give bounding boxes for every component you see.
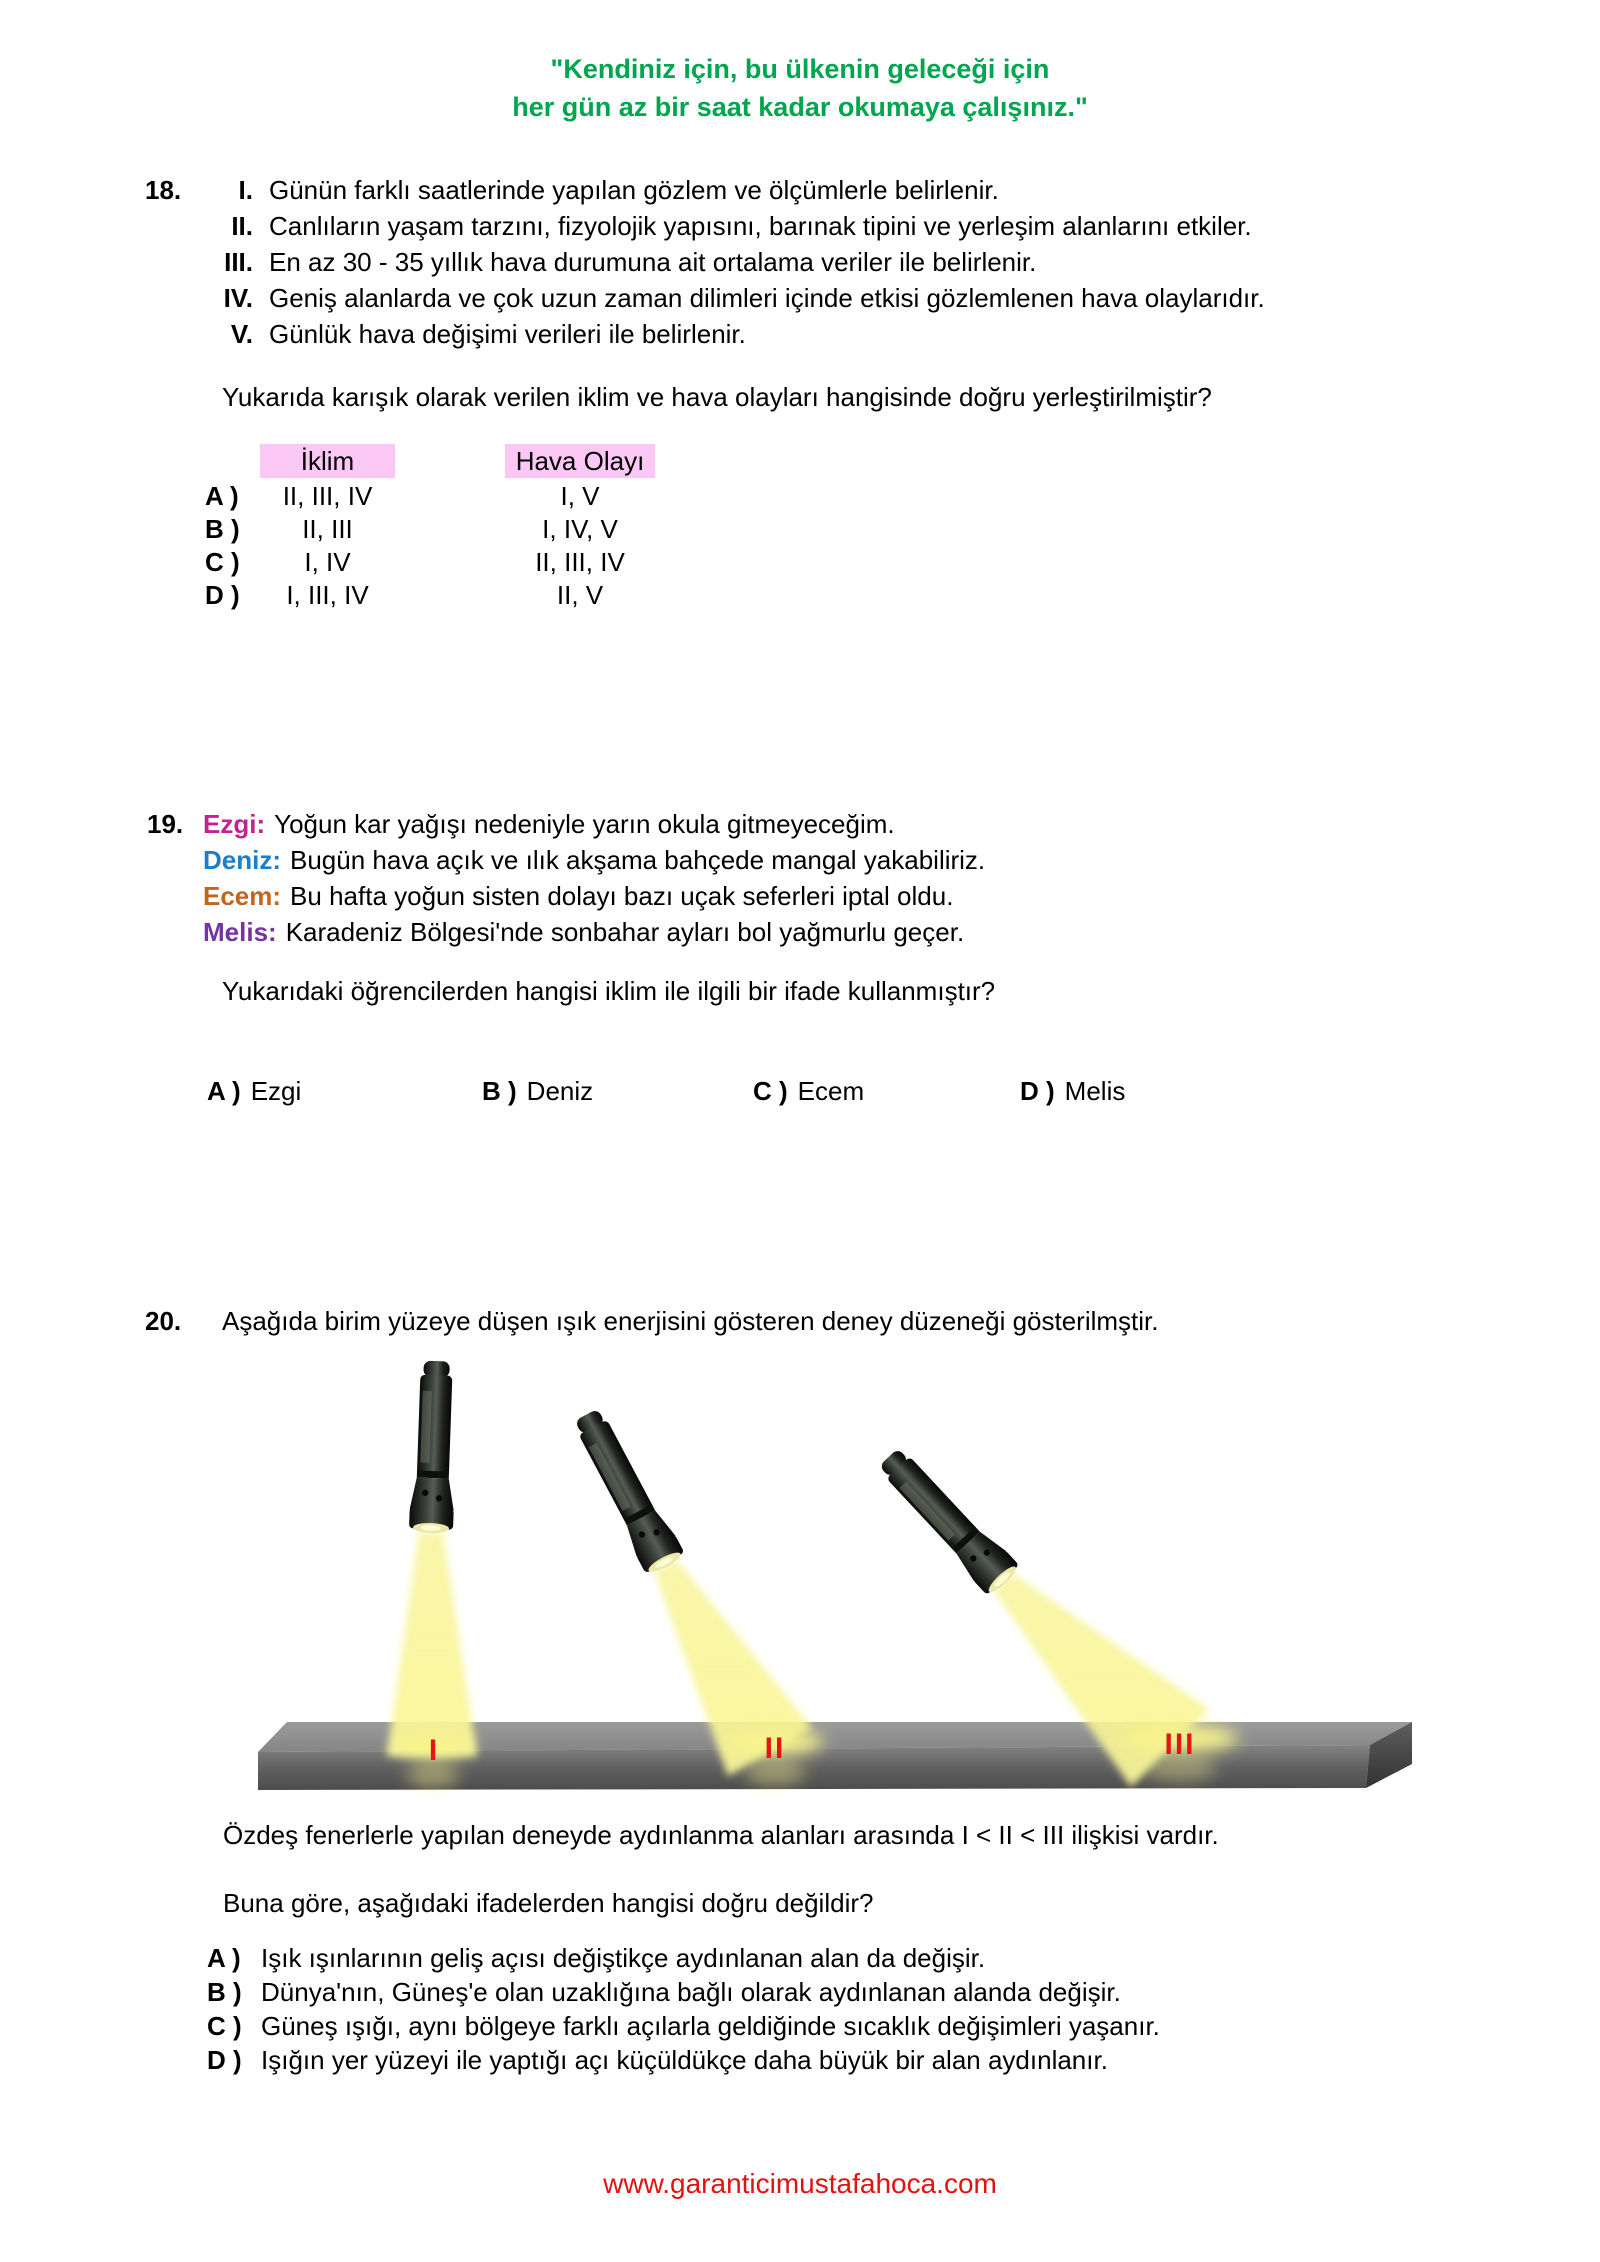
option-letter: D ) bbox=[205, 580, 240, 610]
question-20-text: Buna göre, aşağıdaki ifadelerden hangisi doğru değildir? bbox=[223, 1888, 874, 1918]
iklim-value: II, III, IV bbox=[282, 481, 373, 511]
option-text: Ecem bbox=[797, 1076, 865, 1106]
option-c bbox=[207, 2009, 1527, 2043]
hava-value: I, IV, V bbox=[542, 514, 618, 544]
option-letter: B ) bbox=[207, 1977, 242, 2007]
student-text: Bugün hava açık ve ılık akşama bahçede mangal yakabiliriz. bbox=[290, 845, 986, 875]
option-text: Işığın yer yüzeyi ile yaptığı açı küçüldükçe daha büyük bir alan aydınlanır. bbox=[261, 2045, 1108, 2075]
flashlight-3 bbox=[872, 1442, 1021, 1598]
table-row bbox=[205, 546, 750, 579]
q18-item bbox=[145, 208, 1455, 244]
item-text: Günün farklı saatlerinde yapılan gözlem ve ölçümlerle belirlenir. bbox=[269, 175, 999, 205]
label-III: III bbox=[1164, 1728, 1196, 1761]
question-18-items bbox=[145, 172, 1455, 352]
option-text: Güneş ışığı, aynı bölgeye farklı açılarla geldiğinde sıcaklık değişimleri yaşanır. bbox=[261, 2011, 1160, 2041]
spacer bbox=[145, 280, 203, 316]
option-letter: C ) bbox=[207, 2011, 242, 2041]
question-20-number: 20. bbox=[145, 1306, 182, 1336]
item-text: Geniş alanlarda ve çok uzun zaman dilimleri içinde etkisi gözlemlenen hava olaylarıdır. bbox=[269, 283, 1265, 313]
iklim-value: II, III bbox=[302, 514, 353, 544]
quote-line-2: her gün az bir saat kadar okumaya çalışınız." bbox=[512, 92, 1088, 122]
flashlight-2 bbox=[567, 1404, 687, 1577]
student-statement bbox=[147, 878, 1457, 914]
question-19-text: Yukarıdaki öğrencilerden hangisi iklim ile ilgili bir ifade kullanmıştır? bbox=[222, 976, 996, 1006]
student-name: Deniz: bbox=[203, 845, 281, 875]
experiment-figure bbox=[0, 1355, 1600, 1815]
item-numeral: II. bbox=[231, 211, 253, 241]
option-letter: A ) bbox=[205, 481, 239, 511]
student-statement bbox=[147, 914, 1457, 950]
student-statement bbox=[147, 842, 1457, 878]
item-text: Günlük hava değişimi verileri ile belirlenir. bbox=[269, 319, 746, 349]
flashlight-experiment-svg bbox=[0, 1355, 1600, 1815]
column-header-iklim: İklim bbox=[260, 444, 395, 478]
option-text: Dünya'nın, Güneş'e olan uzaklığına bağlı olarak aydınlanan alanda değişir. bbox=[261, 1977, 1121, 2007]
hava-value: I, V bbox=[560, 481, 600, 511]
flashlights bbox=[409, 1360, 1022, 1598]
option-letter: B ) bbox=[482, 1076, 517, 1106]
question-20-statement: Özdeş fenerlerle yapılan deneyde aydınlanma alanları arasında I < II < III ilişkisi vardır. bbox=[223, 1820, 1219, 1850]
iklim-value: I, III, IV bbox=[286, 580, 369, 610]
student-name: Ecem: bbox=[203, 881, 282, 911]
option-letter: A ) bbox=[207, 1076, 241, 1106]
q18-item bbox=[145, 172, 1455, 208]
table-row bbox=[205, 480, 750, 513]
student-text: Karadeniz Bölgesi'nde sonbahar ayları bol yağmurlu geçer. bbox=[285, 917, 965, 947]
option-b bbox=[482, 1076, 593, 1107]
question-19-statements bbox=[147, 806, 1457, 950]
option-letter: D ) bbox=[1020, 1076, 1055, 1106]
option-text: Ezgi bbox=[250, 1076, 302, 1106]
question-20-options bbox=[207, 1941, 1527, 2077]
column-header-hava-olayi: Hava Olayı bbox=[505, 444, 655, 478]
option-a bbox=[207, 1076, 301, 1107]
student-text: Bu hafta yoğun sisten dolayı bazı uçak seferleri iptal oldu. bbox=[290, 881, 954, 911]
table-row bbox=[205, 579, 750, 612]
spacer bbox=[145, 208, 203, 244]
table-header-row bbox=[205, 442, 750, 480]
option-letter: C ) bbox=[205, 547, 240, 577]
hava-value: II, V bbox=[556, 580, 604, 610]
student-name: Ezgi: bbox=[203, 809, 266, 839]
item-text: En az 30 - 35 yıllık hava durumuna ait ortalama veriler ile belirlenir. bbox=[269, 247, 1037, 277]
option-b bbox=[207, 1975, 1527, 2009]
iklim-value: I, IV bbox=[304, 547, 351, 577]
spacer bbox=[147, 878, 203, 914]
option-letter: B ) bbox=[205, 514, 240, 544]
student-text: Yoğun kar yağışı nedeniyle yarın okula gitmeyeceğim. bbox=[274, 809, 895, 839]
question-20-intro-text: Aşağıda birim yüzeye düşen ışık enerjisini gösteren deney düzeneği gösterilmştir. bbox=[222, 1306, 1159, 1336]
question-19-options bbox=[0, 1076, 1600, 1116]
label-II: II bbox=[764, 1732, 786, 1765]
student-name: Melis: bbox=[203, 917, 277, 947]
option-d bbox=[1020, 1076, 1125, 1107]
website-url: www.garanticimustafahoca.com bbox=[603, 2168, 997, 2199]
quote-line-1: "Kendiniz için, bu ülkenin geleceği için bbox=[550, 54, 1050, 84]
option-d bbox=[207, 2043, 1527, 2077]
question-20-intro bbox=[145, 1306, 1465, 1337]
question-19-number: 19. bbox=[147, 809, 184, 839]
hava-value: II, III, IV bbox=[535, 547, 625, 577]
spacer bbox=[145, 316, 203, 352]
option-letter: A ) bbox=[207, 1943, 241, 1973]
label-I: I bbox=[428, 1734, 438, 1767]
table-row bbox=[205, 513, 750, 546]
student-statement bbox=[147, 806, 1457, 842]
option-c bbox=[753, 1076, 864, 1107]
item-text: Canlıların yaşam tarzını, fizyolojik yapısını, barınak tipini ve yerleşim alanlarını etkiler. bbox=[269, 211, 1252, 241]
q18-item bbox=[145, 280, 1455, 316]
option-a bbox=[207, 1941, 1527, 1975]
flashlight-1 bbox=[409, 1360, 459, 1533]
spacer bbox=[147, 914, 203, 950]
spacer bbox=[147, 842, 203, 878]
item-numeral: V. bbox=[230, 319, 253, 349]
q18-item bbox=[145, 244, 1455, 280]
option-letter: C ) bbox=[753, 1076, 788, 1106]
q18-item bbox=[145, 316, 1455, 352]
option-letter: D ) bbox=[207, 2045, 242, 2075]
option-text: Deniz bbox=[526, 1076, 594, 1106]
question-18-number: 18. bbox=[145, 175, 182, 205]
question-18-text: Yukarıda karışık olarak verilen iklim ve hava olayları hangisinde doğru yerleştirilmiştir? bbox=[222, 382, 1212, 412]
option-text: Melis bbox=[1064, 1076, 1126, 1106]
motivational-quote bbox=[0, 50, 1600, 126]
item-numeral: III. bbox=[224, 247, 253, 277]
question-18-answer-table bbox=[205, 442, 750, 612]
spacer bbox=[145, 244, 203, 280]
option-text: Işık ışınlarının geliş açısı değiştikçe aydınlanan alan da değişir. bbox=[261, 1943, 986, 1973]
beam-1 bbox=[387, 1532, 477, 1756]
item-numeral: I. bbox=[238, 175, 253, 205]
item-numeral: IV. bbox=[223, 283, 253, 313]
